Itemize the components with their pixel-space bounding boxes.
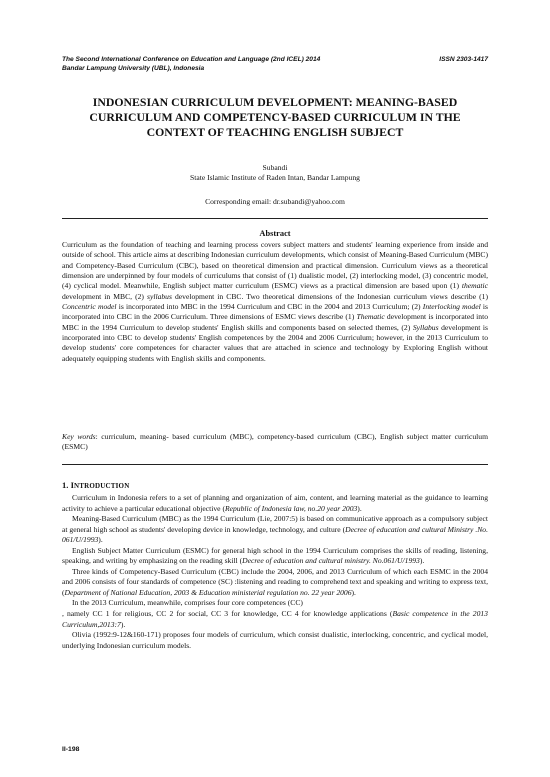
corresponding-email: Corresponding email: dr.subandi@yahoo.com xyxy=(205,197,345,206)
paragraph xyxy=(62,493,488,514)
divider-bottom xyxy=(62,464,488,465)
paragraph xyxy=(62,546,488,567)
conference-name: The Second International Conference on Education and Language (2nd ICEL) 2014 xyxy=(62,56,321,63)
keywords xyxy=(62,432,488,453)
section-initial: I xyxy=(70,480,74,490)
paragraph-text: Meaning-Based Curriculum (MBC) as the 1994 Curriculum (Lie, 2007:5) is based on communicative approach as a compulsory subject at general high school as students' developing device in knowledge, technology, and culture ( xyxy=(62,514,488,534)
abstract-emphasis: thematic xyxy=(461,281,488,291)
paragraph-text: English Subject Matter Curriculum (ESMC) for general high school in the 1994 Curriculum comprises the skills of reading, listening, speaking, and writing by emphasizing on the reading skill ( xyxy=(62,545,488,566)
abstract-text: development is incorporated into MBC in the 1994 Curriculum to develop students' English skills and components based on selected themes, (2) xyxy=(62,312,488,332)
paragraph: In the 2013 Curriculum, meanwhile, comprises four core competences (CC) xyxy=(72,598,303,608)
author-affiliation: State Islamic Institute of Raden Intan, Bandar Lampung xyxy=(190,173,360,182)
abstract-emphasis: Concentric model xyxy=(62,302,117,312)
abstract-body xyxy=(62,240,488,364)
paragraph-text: ). xyxy=(419,556,425,566)
abstract-text: development in MBC, (2) xyxy=(62,291,148,301)
section-number: 1. xyxy=(62,480,69,490)
paragraph-text: , namely CC 1 for religious, CC 2 for social, CC 3 for knowledge, CC 4 for knowledge applications ( xyxy=(62,609,393,619)
paragraph xyxy=(62,567,488,599)
author-block xyxy=(62,163,488,183)
citation: Decree of education and cultural Ministry .No. 061/U/1993 xyxy=(62,524,488,545)
abstract-emphasis: Interlocking model xyxy=(422,302,481,312)
running-header xyxy=(62,55,488,73)
paragraph-text: ). xyxy=(351,587,356,597)
introduction-body xyxy=(62,493,488,651)
citation: Decree of education and cultural ministry. No.061/U/1993 xyxy=(242,556,420,566)
abstract-emphasis: Thematic xyxy=(356,312,385,322)
paper-title: INDONESIAN CURRICULUM DEVELOPMENT: MEANING-BASED CURRICULUM AND COMPETENCY-BASED CURRICULUM IN THE CONTEXT OF TEACHING ENGLISH SUBJECT xyxy=(89,95,461,139)
paragraph-text: Curriculum in Indonesia refers to a set of planning and organization of aim, content, and learning material as the guidance to learning activity to achieve a particular educational objective ( xyxy=(62,493,488,513)
section-heading-introduction xyxy=(62,480,129,490)
paragraph xyxy=(62,514,488,546)
paragraph-text: ). xyxy=(120,619,126,629)
abstract-text: is incorporated into MBC in the 1994 Curriculum and CBC in the 2004 and 2013 Curriculum; (2) xyxy=(116,302,423,312)
paragraph-text: ). xyxy=(357,503,362,513)
keywords-label: Key words xyxy=(62,432,96,441)
paragraph-text: Three kinds of Competency-Based Curriculum (CBC) include the 2004, 2006, and 2013 Curriculum of which each ESMC in the 2004 and 2006 consists of four standards of competence (SC) :listening and reading to comprehend text and speaking and writing to express text, ( xyxy=(62,566,488,597)
citation: Department of National Education, 2003 & Education ministerial regulation no. 22 year 2006 xyxy=(64,587,352,597)
abstract-emphasis: Syllabus xyxy=(412,322,439,332)
paragraph xyxy=(62,609,488,630)
abstract-text: Curriculum as the foundation of teaching and learning process covers subject matters and students' learning experience from inside and outside of school. This article aims at describing Indonesian curriculum developments, which consist of Meaning-Based Curriculum (MBC) and Competency-Based Curriculum (CBC), based on theoretical dimension and practical dimension. Curriculum views as a theoretical dimension are underpinned by four models of curriculums that consist of (1) dualistic model, (2) interlocking model, (3) concentric model, (4) cyclical model. Meanwhile, English subject matter curriculum (ESMC) views as a practical dimension are based upon (1) xyxy=(62,240,488,291)
divider-top xyxy=(62,218,488,219)
section-rest: NTRODUCTION xyxy=(73,482,130,490)
keywords-text: : curriculum, meaning- based curriculum (MBC), competency-based curriculum (CBC), English subject matter curriculum (ESMC) xyxy=(62,432,488,452)
citation: Basic competence in the 2013 Curriculum,2013:7 xyxy=(62,609,488,629)
abstract-text: is incorporated into CBC in the 2006 Curriculum. Three dimensions of ESMC views describe (1) xyxy=(62,302,488,322)
citation: Republic of Indonesia law, no.20 year 2003 xyxy=(224,503,358,513)
author-name: Subandi xyxy=(262,163,288,172)
abstract-text: development is incorporated into CBC to develop students' English competences by the 2004 and 2006 Curriculum; however, in the 2013 Curriculum to develop students' core competences for character values that are attached in science and technology by Exploring English without adequately equipping students with English skills and components. xyxy=(62,322,488,363)
abstract-heading: Abstract xyxy=(259,229,291,238)
university-name: Bandar Lampung University (UBL), Indonesia xyxy=(62,65,205,72)
page-number: II-198 xyxy=(62,746,80,753)
paragraph-text: ). xyxy=(98,535,103,545)
paragraph: Olivia (1992:9-12&160-171) proposes four models of curriculum, which consist dualistic, interlocking, concentric, and cyclical model, underlying Indonesian curriculum models. xyxy=(62,630,488,650)
abstract-text: development in CBC. Two theoretical dimensions of the Indonesian curriculum views describe (1) xyxy=(171,291,488,301)
abstract-emphasis: syllabus xyxy=(147,291,172,301)
issn: ISSN 2303-1417 xyxy=(439,56,488,63)
